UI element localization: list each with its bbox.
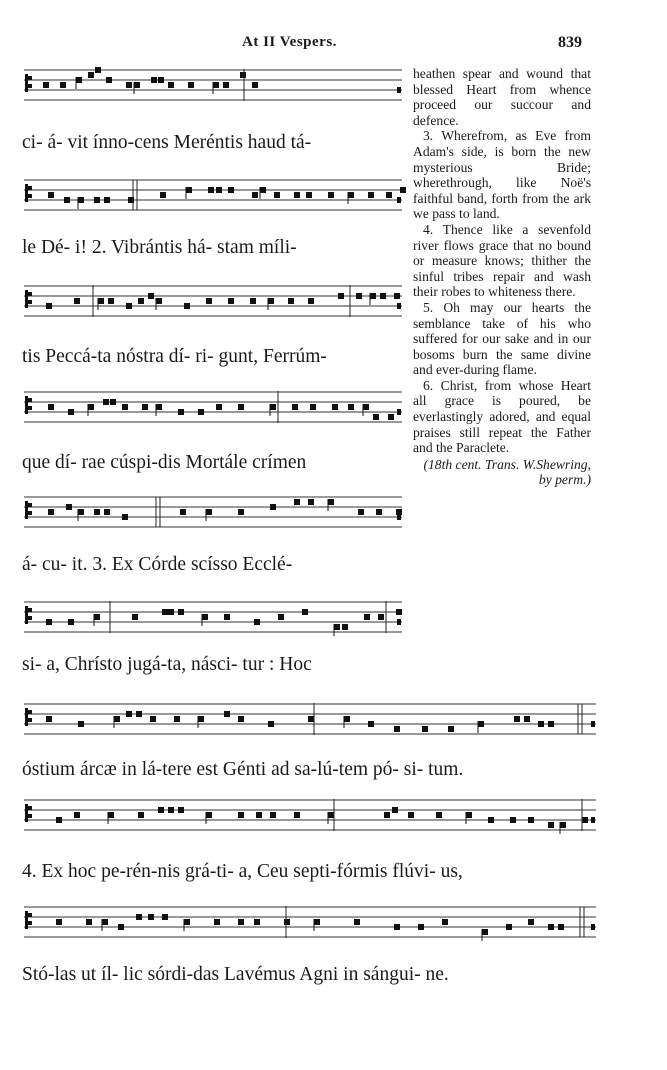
neume bbox=[252, 82, 258, 88]
custos-icon bbox=[397, 409, 401, 415]
lyric-line-5: á- cu- it. 3. Ex Córde scísso Ecclé- bbox=[22, 554, 293, 575]
neume bbox=[178, 609, 184, 615]
staff-3-svg bbox=[24, 282, 402, 324]
neume bbox=[356, 293, 362, 299]
neume bbox=[158, 77, 164, 83]
do-clef-upper-notch bbox=[28, 76, 32, 80]
neume bbox=[363, 404, 369, 410]
neume bbox=[528, 919, 534, 925]
do-clef-lower-notch bbox=[28, 84, 32, 88]
neume bbox=[308, 499, 314, 505]
do-clef-upper-notch bbox=[28, 503, 32, 507]
neume bbox=[188, 82, 194, 88]
neume bbox=[524, 716, 530, 722]
neume bbox=[238, 812, 244, 818]
neume bbox=[288, 298, 294, 304]
chant-staff-4 bbox=[24, 388, 402, 430]
neume bbox=[270, 812, 276, 818]
do-clef-upper-notch bbox=[28, 608, 32, 612]
neume bbox=[260, 187, 266, 193]
neume bbox=[548, 822, 554, 828]
neume bbox=[394, 924, 400, 930]
do-clef-lower-notch bbox=[28, 814, 32, 818]
neume bbox=[506, 924, 512, 930]
neume bbox=[250, 298, 256, 304]
neume bbox=[254, 919, 260, 925]
neume bbox=[156, 298, 162, 304]
neume bbox=[396, 609, 402, 615]
neume bbox=[400, 187, 406, 193]
staff-2-svg bbox=[24, 176, 402, 218]
neume bbox=[228, 298, 234, 304]
staff-9-svg bbox=[24, 903, 596, 945]
do-clef-lower-notch bbox=[28, 921, 32, 925]
neume bbox=[68, 619, 74, 625]
neume bbox=[148, 293, 154, 299]
neume bbox=[78, 721, 84, 727]
do-clef-upper-notch bbox=[28, 806, 32, 810]
neume bbox=[294, 499, 300, 505]
neume bbox=[224, 614, 230, 620]
translation-paragraph-3: 3. Wherefrom, as Eve from Adam's side, is born the new mysterious Bride; wherethrough, like Noë's faithful band, forth from the ark we pass to land. bbox=[413, 128, 591, 222]
staff-5-svg bbox=[24, 493, 402, 535]
neume bbox=[184, 303, 190, 309]
neume bbox=[98, 298, 104, 304]
staff-8-svg bbox=[24, 796, 596, 838]
neume bbox=[142, 404, 148, 410]
neume bbox=[373, 414, 379, 420]
neume bbox=[368, 721, 374, 727]
neume bbox=[310, 404, 316, 410]
do-clef-lower-notch bbox=[28, 300, 32, 304]
neume bbox=[126, 303, 132, 309]
neume bbox=[198, 716, 204, 722]
neume bbox=[126, 82, 132, 88]
neume bbox=[168, 807, 174, 813]
neume bbox=[528, 817, 534, 823]
neume bbox=[308, 716, 314, 722]
neume bbox=[106, 77, 112, 83]
neume bbox=[334, 624, 340, 630]
neume bbox=[348, 192, 354, 198]
lyric-line-4: que dí- rae cúspi-dis Mortále crímen bbox=[22, 452, 307, 473]
neume bbox=[108, 812, 114, 818]
do-clef-upper-notch bbox=[28, 710, 32, 714]
neume bbox=[178, 807, 184, 813]
do-clef-icon bbox=[25, 396, 28, 414]
neume bbox=[270, 504, 276, 510]
neume bbox=[68, 409, 74, 415]
neume bbox=[354, 919, 360, 925]
neume bbox=[174, 716, 180, 722]
neume bbox=[268, 298, 274, 304]
neume bbox=[56, 919, 62, 925]
running-title: At II Vespers. bbox=[242, 34, 337, 50]
neume bbox=[136, 711, 142, 717]
neume bbox=[223, 82, 229, 88]
neume bbox=[206, 298, 212, 304]
neume bbox=[342, 624, 348, 630]
neume bbox=[94, 614, 100, 620]
neume bbox=[328, 499, 334, 505]
neume bbox=[94, 197, 100, 203]
do-clef-icon bbox=[25, 708, 28, 726]
neume bbox=[184, 919, 190, 925]
neume bbox=[151, 77, 157, 83]
custos-icon bbox=[591, 721, 595, 727]
neume bbox=[88, 404, 94, 410]
custos-icon bbox=[397, 197, 401, 203]
neume bbox=[136, 914, 142, 920]
neume bbox=[308, 298, 314, 304]
neume bbox=[348, 404, 354, 410]
custos-icon bbox=[591, 817, 595, 823]
neume bbox=[74, 298, 80, 304]
neume bbox=[186, 187, 192, 193]
neume bbox=[284, 919, 290, 925]
custos-icon bbox=[397, 87, 401, 93]
neume bbox=[314, 919, 320, 925]
chant-staff-9 bbox=[24, 903, 596, 945]
neume bbox=[368, 192, 374, 198]
neume bbox=[252, 192, 258, 198]
neume bbox=[148, 914, 154, 920]
neume bbox=[178, 409, 184, 415]
lyric-line-2: le Dé- i! 2. Vibrántis há- stam míli- bbox=[22, 237, 297, 258]
neume bbox=[134, 82, 140, 88]
neume bbox=[168, 82, 174, 88]
neume bbox=[224, 711, 230, 717]
neume bbox=[86, 919, 92, 925]
neume bbox=[328, 812, 334, 818]
neume bbox=[104, 197, 110, 203]
neume bbox=[206, 509, 212, 515]
staff-1-svg bbox=[24, 66, 402, 108]
neume bbox=[394, 726, 400, 732]
neume bbox=[66, 504, 72, 510]
neume bbox=[64, 197, 70, 203]
custos-icon bbox=[591, 924, 595, 930]
neume bbox=[88, 72, 94, 78]
neume bbox=[126, 711, 132, 717]
neume bbox=[102, 919, 108, 925]
translation-paragraph-6: 6. Christ, from whose Heart all grace is poured, be everlastingly adored, and equal praises still repeat the Father and the Paraclete. bbox=[413, 377, 591, 456]
neume bbox=[158, 807, 164, 813]
neume bbox=[60, 82, 66, 88]
lyric-line-8: 4. Ex hoc pe-rén-nis grá-ti- a, Ceu septi-fórmis flúvi- us, bbox=[22, 861, 463, 882]
lyric-line-3: tis Peccá-ta nóstra dí- ri- gunt, Ferrúm- bbox=[22, 346, 327, 367]
neume bbox=[238, 509, 244, 515]
neume bbox=[278, 614, 284, 620]
lyric-line-9: Stó-las ut íl- lic sórdi-das Lavémus Agni in sángui- ne. bbox=[22, 964, 449, 985]
neume bbox=[48, 509, 54, 515]
neume bbox=[208, 187, 214, 193]
chant-staff-2 bbox=[24, 176, 402, 218]
neume bbox=[238, 404, 244, 410]
neume bbox=[338, 293, 344, 299]
neume bbox=[202, 614, 208, 620]
neume bbox=[168, 609, 174, 615]
neume bbox=[214, 919, 220, 925]
neume bbox=[514, 716, 520, 722]
lyric-line-7: óstium árcæ in lá-tere est Génti ad sa-lú-tem pó- si- tum. bbox=[22, 759, 464, 780]
translation-paragraph-5: 5. Oh may our hearts the semblance take of his who suffered for our sake and in our bosoms burn the same divine and ever-during flame. bbox=[413, 299, 591, 378]
neume bbox=[103, 399, 109, 405]
neume bbox=[138, 298, 144, 304]
neume bbox=[376, 509, 382, 515]
neume bbox=[422, 726, 428, 732]
neume bbox=[388, 414, 394, 420]
chant-staff-7 bbox=[24, 700, 596, 742]
neume bbox=[538, 721, 544, 727]
neume bbox=[274, 192, 280, 198]
neume bbox=[150, 716, 156, 722]
neume bbox=[114, 716, 120, 722]
neume bbox=[408, 812, 414, 818]
neume bbox=[582, 817, 588, 823]
neume bbox=[46, 619, 52, 625]
neume bbox=[48, 192, 54, 198]
neume bbox=[238, 716, 244, 722]
neume bbox=[292, 404, 298, 410]
do-clef-lower-notch bbox=[28, 718, 32, 722]
neume bbox=[198, 409, 204, 415]
neume bbox=[380, 293, 386, 299]
neume bbox=[228, 187, 234, 193]
do-clef-lower-notch bbox=[28, 511, 32, 515]
neume bbox=[394, 293, 400, 299]
chant-staff-3 bbox=[24, 282, 402, 324]
neume bbox=[344, 716, 350, 722]
neume bbox=[162, 914, 168, 920]
neume bbox=[448, 726, 454, 732]
neume bbox=[118, 924, 124, 930]
do-clef-icon bbox=[25, 804, 28, 822]
lyric-line-6: si- a, Chrísto jugá-ta, násci- tur : Hoc bbox=[22, 654, 312, 675]
neume bbox=[108, 298, 114, 304]
do-clef-icon bbox=[25, 501, 28, 519]
do-clef-icon bbox=[25, 606, 28, 624]
neume bbox=[43, 82, 49, 88]
chant-staff-6 bbox=[24, 598, 402, 640]
page-number: 839 bbox=[558, 34, 582, 51]
neume bbox=[74, 812, 80, 818]
neume bbox=[46, 303, 52, 309]
neume bbox=[216, 404, 222, 410]
do-clef-icon bbox=[25, 911, 28, 929]
neume bbox=[78, 197, 84, 203]
neume bbox=[240, 72, 246, 78]
neume bbox=[138, 812, 144, 818]
neume bbox=[48, 404, 54, 410]
do-clef-upper-notch bbox=[28, 913, 32, 917]
neume bbox=[370, 293, 376, 299]
do-clef-lower-notch bbox=[28, 406, 32, 410]
neume bbox=[46, 716, 52, 722]
neume bbox=[270, 404, 276, 410]
neume bbox=[392, 807, 398, 813]
staff-6-svg bbox=[24, 598, 402, 640]
neume bbox=[156, 404, 162, 410]
neume bbox=[332, 404, 338, 410]
neume bbox=[160, 192, 166, 198]
neume bbox=[442, 919, 448, 925]
neume bbox=[488, 817, 494, 823]
custos-icon bbox=[397, 514, 401, 520]
neume bbox=[378, 614, 384, 620]
neume bbox=[482, 929, 488, 935]
neume bbox=[94, 509, 100, 515]
do-clef-lower-notch bbox=[28, 616, 32, 620]
custos-icon bbox=[397, 619, 401, 625]
neume bbox=[162, 609, 168, 615]
neume bbox=[122, 514, 128, 520]
neume bbox=[384, 812, 390, 818]
neume bbox=[558, 924, 564, 930]
do-clef-upper-notch bbox=[28, 398, 32, 402]
chant-staff-1 bbox=[24, 66, 402, 108]
neume bbox=[238, 919, 244, 925]
neume bbox=[560, 822, 566, 828]
neume bbox=[294, 812, 300, 818]
english-translation bbox=[413, 66, 591, 488]
do-clef-icon bbox=[25, 290, 28, 308]
staff-7-svg bbox=[24, 700, 596, 742]
neume bbox=[122, 404, 128, 410]
do-clef-upper-notch bbox=[28, 292, 32, 296]
neume bbox=[386, 192, 392, 198]
custos-icon bbox=[397, 303, 401, 309]
translation-attribution: (18th cent. Trans. W.Shewring, by perm.) bbox=[423, 456, 591, 488]
neume bbox=[548, 721, 554, 727]
neume bbox=[180, 509, 186, 515]
neume bbox=[328, 192, 334, 198]
do-clef-lower-notch bbox=[28, 194, 32, 198]
neume bbox=[418, 924, 424, 930]
neume bbox=[364, 614, 370, 620]
neume bbox=[358, 509, 364, 515]
neume bbox=[466, 812, 472, 818]
neume bbox=[256, 812, 262, 818]
neume bbox=[206, 812, 212, 818]
translation-paragraph-2: heathen spear and wound that blessed Heart from whence proceed our succour and defence. bbox=[413, 66, 591, 128]
neume bbox=[302, 609, 308, 615]
page-header bbox=[0, 34, 667, 56]
neume bbox=[110, 399, 116, 405]
neume bbox=[76, 77, 82, 83]
do-clef-icon bbox=[25, 184, 28, 202]
neume bbox=[306, 192, 312, 198]
neume bbox=[548, 924, 554, 930]
do-clef-icon bbox=[25, 74, 28, 92]
staff-4-svg bbox=[24, 388, 402, 430]
neume bbox=[478, 721, 484, 727]
do-clef-upper-notch bbox=[28, 186, 32, 190]
chant-staff-5 bbox=[24, 493, 402, 535]
neume bbox=[104, 509, 110, 515]
neume bbox=[294, 192, 300, 198]
neume bbox=[216, 187, 222, 193]
neume bbox=[254, 619, 260, 625]
lyric-line-1: ci- á- vit ínno-cens Meréntis haud tá- bbox=[22, 132, 312, 153]
neume bbox=[436, 812, 442, 818]
neume bbox=[268, 721, 274, 727]
chant-staff-8 bbox=[24, 796, 596, 838]
neume bbox=[132, 614, 138, 620]
translation-paragraph-4: 4. Thence like a sevenfold river flows grace that no bound or measure knows; thither the sinful tribes repair and wash their robes to whiteness there. bbox=[413, 221, 591, 300]
neume bbox=[95, 67, 101, 73]
neume bbox=[78, 509, 84, 515]
neume bbox=[510, 817, 516, 823]
neume bbox=[213, 82, 219, 88]
neume bbox=[56, 817, 62, 823]
